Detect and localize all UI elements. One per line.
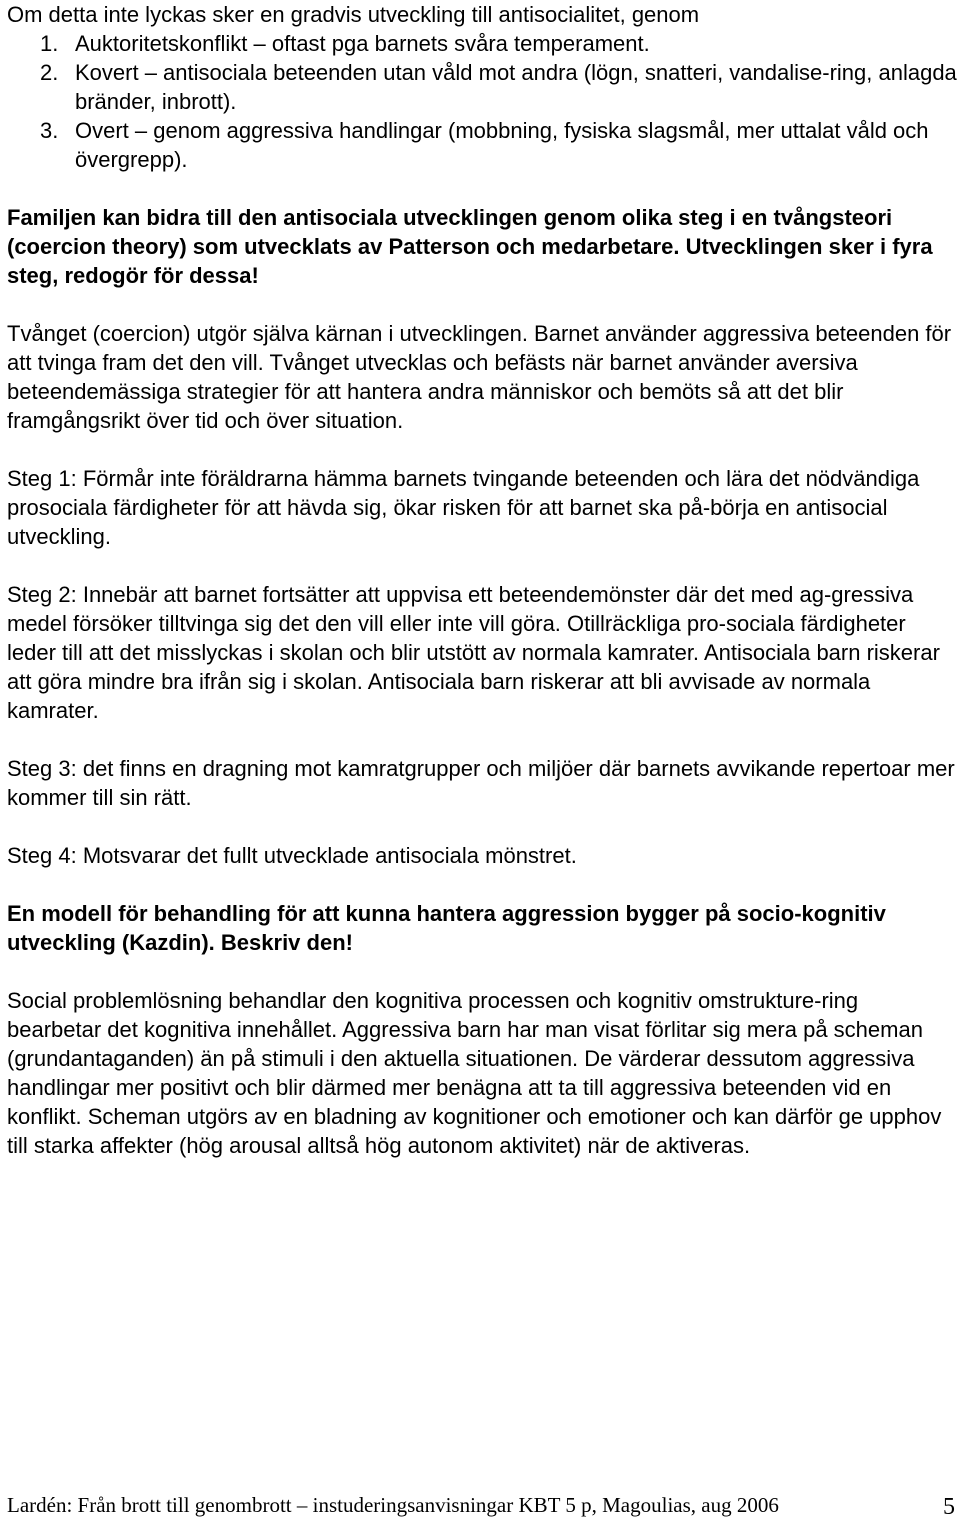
spacer bbox=[7, 957, 957, 986]
list-item bbox=[7, 29, 957, 58]
spacer bbox=[7, 290, 957, 319]
list-item-text: Overt – genom aggressiva handlingar (mobbning, fysiska slagsmål, mer uttalat våld och övergrepp). bbox=[75, 118, 929, 172]
document-page bbox=[7, 0, 957, 1160]
paragraph-step-3: Steg 3: det finns en dragning mot kamratgrupper och miljöer där barnets avvikande repertoar mer kommer till sin rätt. bbox=[7, 756, 955, 810]
page-footer bbox=[7, 1492, 955, 1518]
list-item-text: Auktoritetskonflikt – oftast pga barnets svåra temperament. bbox=[75, 31, 650, 56]
development-steps-list bbox=[7, 29, 957, 174]
spacer bbox=[7, 870, 957, 899]
question-coercion-theory: Familjen kan bidra till den antisociala utvecklingen genom olika steg i en tvångsteori (coercion theory) som utvecklats av Patterson och medarbetare. Utvecklingen sker i fyra steg, redogör för dessa! bbox=[7, 205, 933, 288]
spacer bbox=[7, 174, 957, 203]
list-number: 1. bbox=[40, 31, 59, 56]
paragraph-coercion: Tvånget (coercion) utgör själva kärnan i utvecklingen. Barnet använder aggressiva beteenden för att tvinga fram det den vill. Tvånget utvecklas och befästs när barnet använder aversiva beteendemässiga strategier för att hantera andra människor och bemöts så att det blir framgångsrikt över tid och över situation. bbox=[7, 321, 952, 433]
list-number: 2. bbox=[40, 60, 59, 85]
list-item bbox=[7, 58, 957, 116]
spacer bbox=[7, 812, 957, 841]
paragraph-step-4: Steg 4: Motsvarar det fullt utvecklade antisociala mönstret. bbox=[7, 843, 577, 868]
list-item bbox=[7, 116, 957, 174]
intro-text: Om detta inte lyckas sker en gradvis utveckling till antisocialitet, genom bbox=[7, 2, 700, 27]
paragraph-kazdin: Social problemlösning behandlar den kognitiva processen och kognitiv omstrukture-ring bearbetar det kognitiva innehållet. Aggressiva barn har man visat förlitar sig mera på scheman (grundantaganden) än på stimuli i den aktuella situationen. De värderar dessutom aggressiva handlingar mer positivt och blir därmed mer benägna att ta till aggressiva beteenden vid en konflikt. Scheman utgörs av en bladning av kognitioner och emotioner och kan därför ge upphov till starka affekter (hög arousal alltså hög autonom aktivitet) när de aktiveras. bbox=[7, 988, 942, 1158]
question-kazdin-model: En modell för behandling för att kunna hantera aggression bygger på socio-kognitiv utveckling (Kazdin). Beskriv den! bbox=[7, 901, 886, 955]
spacer bbox=[7, 435, 957, 464]
page-number: 5 bbox=[943, 1494, 955, 1520]
list-number: 3. bbox=[40, 118, 59, 143]
footer-text: Lardén: Från brott till genombrott – instuderingsanvisningar KBT 5 p, Magoulias, aug 2006 bbox=[7, 1493, 779, 1517]
list-item-text: Kovert – antisociala beteenden utan våld mot andra (lögn, snatteri, vandalise-ring, anlagda bränder, inbrott). bbox=[75, 60, 957, 114]
paragraph-step-1: Steg 1: Förmår inte föräldrarna hämma barnets tvingande beteenden och lära det nödvändiga prosociala färdigheter för att hävda sig, ökar risken för att barnet ska på-börja en antisocial utveckling. bbox=[7, 466, 920, 549]
spacer bbox=[7, 725, 957, 754]
paragraph-step-2: Steg 2: Innebär att barnet fortsätter att uppvisa ett beteendemönster där det med ag-gressiva medel försöker tilltvinga sig det den vill eller inte vill göra. Otillräckliga pro-sociala färdigheter leder till att det misslyckas i skolan och blir utstött av normala kamrater. Antisociala barn riskerar att göra mindre bra ifrån sig i skolan. Antisociala barn riskerar att bli avvisade av normala kamrater. bbox=[7, 582, 940, 723]
spacer bbox=[7, 551, 957, 580]
